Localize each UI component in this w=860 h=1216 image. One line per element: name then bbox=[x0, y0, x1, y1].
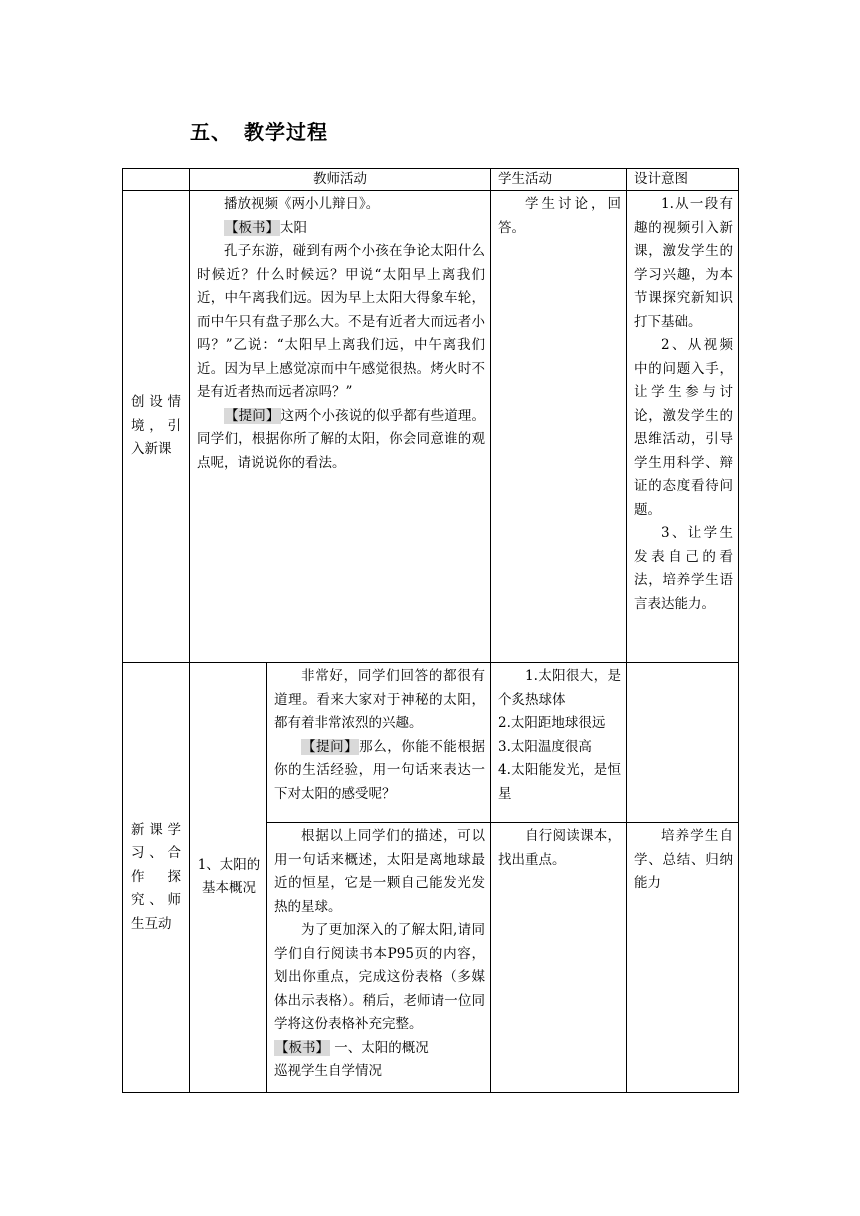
section-title: 教学过程 bbox=[244, 120, 328, 144]
stage-cell-new-lesson: 新课学习、合作探究、师生互动 bbox=[123, 663, 190, 1093]
design-intent-intro bbox=[627, 191, 739, 663]
table-header-row bbox=[123, 169, 739, 191]
student-para: 自行阅读课本，找出重点。 bbox=[498, 828, 621, 868]
question-text: 那么，你能不能根据你的生活经验，用一句话来表达一下对太阳的感受呢？ bbox=[274, 738, 486, 802]
board-tag: 【板书】 bbox=[225, 219, 279, 236]
student-para: 学生讨论，回答。 bbox=[498, 196, 621, 236]
table-row bbox=[123, 191, 739, 663]
design-para: 1.从一段有趣的视频引入新课，激发学生的学习兴趣，为本节课探究新知识打下基础。 bbox=[634, 196, 733, 330]
teacher-para: 根据以上同学们的描述，可以用一句话来概述，太阳是离地球最近的恒星，它是一颗自己能发光发热的星球。 bbox=[274, 828, 485, 915]
teacher-para: 非常好，同学们回答的都很有道理。看来大家对于神秘的太阳，都有着非常浓烈的兴趣。 bbox=[274, 668, 485, 731]
student-line: 4.太阳能发光，是恒星 bbox=[498, 762, 621, 802]
sub-topic-cell: 1、太阳的基本概况 bbox=[190, 663, 267, 1093]
student-line: 1.太阳很大，是个炙热球体 bbox=[498, 668, 621, 708]
board-text: 一、太阳的概况 bbox=[330, 1039, 429, 1056]
section-heading bbox=[190, 116, 328, 145]
design-para: 2、从视频中的问题入手，让学生参与讨论，激发学生的思维活动，引导学生用科学、辩证的态度看待问题。 bbox=[634, 337, 733, 518]
student-line: 3.太阳温度很高 bbox=[498, 738, 592, 755]
teacher-para bbox=[197, 217, 485, 241]
student-line: 2.太阳距地球很远 bbox=[498, 715, 606, 731]
teacher-para bbox=[274, 1037, 485, 1061]
teacher-para: 孔子东游，碰到有两个小孩在争论太阳什么时候近？什么时候远？甲说“太阳早上离我们近，中午离我们远。因为早上太阳大得象车轮，而中午只有盘子那么大。不是有近者大而远者小吗？”乙说：“太阳早上离我们远，中午离我们近。因为早上感觉凉而中午感觉很热。烤火时不是有近者热而远者凉吗？” bbox=[197, 243, 485, 400]
teacher-para: 为了更加深入的了解太阳,请同学们自行阅读书本P95页的内容，划出你重点，完成这份表格（多媒体出示表格）。稍后，老师请一位同学将这份表格补充完整。 bbox=[274, 922, 485, 1032]
header-teacher-activity: 教师活动 bbox=[190, 169, 491, 191]
question-tag: 【提问】 bbox=[225, 407, 280, 424]
header-empty-cell bbox=[123, 169, 190, 191]
student-activity-row1 bbox=[491, 663, 627, 823]
design-intent-row1 bbox=[627, 663, 739, 823]
teacher-activity-intro bbox=[190, 191, 491, 663]
board-text: 太阳 bbox=[280, 219, 307, 236]
header-student-activity: 学生活动 bbox=[491, 169, 627, 191]
design-intent-row2 bbox=[627, 823, 739, 1093]
question-text: 这两个小孩说的似乎都有些道理。同学们，根据你所了解的太阳，你会同意谁的观点呢，请说说你的看法。 bbox=[197, 407, 486, 471]
stage-cell-intro: 创设情境，引入新课 bbox=[123, 191, 190, 663]
header-design-intent: 设计意图 bbox=[627, 169, 739, 191]
question-tag: 【提问】 bbox=[302, 738, 359, 755]
teacher-activity-row2 bbox=[267, 823, 491, 1093]
student-activity-row2 bbox=[491, 823, 627, 1093]
student-activity-intro bbox=[491, 191, 627, 663]
design-para: 培养学生自学、总结、归纳能力 bbox=[634, 828, 733, 891]
design-para: 3、让学生发表自己的看法，培养学生语言表达能力。 bbox=[634, 525, 733, 612]
teaching-process-table bbox=[122, 168, 739, 1093]
table-row bbox=[123, 663, 739, 823]
board-tag: 【板书】 bbox=[275, 1039, 329, 1056]
teacher-para bbox=[274, 736, 485, 807]
teacher-para: 巡视学生自学情况 bbox=[274, 1063, 382, 1079]
teacher-para bbox=[197, 405, 485, 476]
section-number: 五、 bbox=[190, 120, 232, 144]
teacher-activity-row1 bbox=[267, 663, 491, 823]
teacher-para: 播放视频《两小儿辩日》。 bbox=[224, 196, 380, 212]
